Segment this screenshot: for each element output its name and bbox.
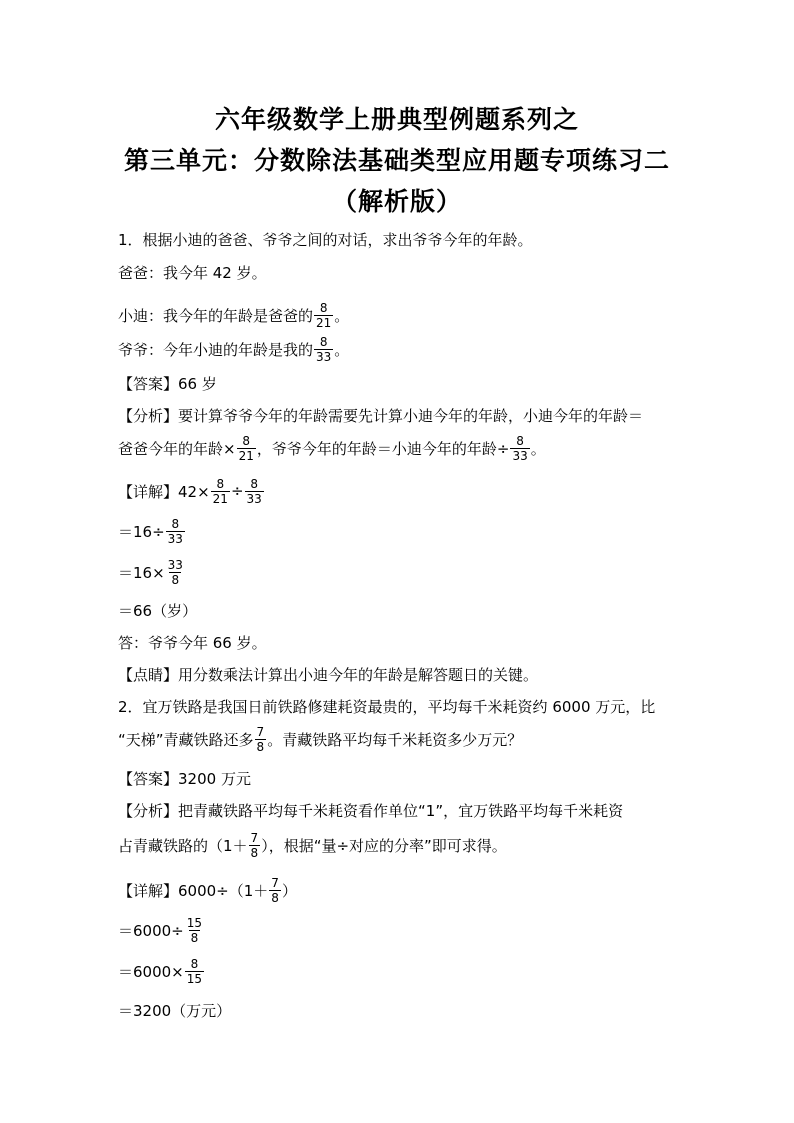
q1-answer: 【答案】66 岁 [118,375,217,393]
q2-stem-line-2 [118,722,522,756]
q2-analysis-text-a: 占青藏铁路的（1＋ [118,836,248,855]
q1-step-1 [118,516,186,546]
fraction [166,558,185,587]
q1-step-1-text: ＝16÷ [118,522,165,541]
q2-step-1 [118,913,205,947]
fraction-numerator: 7 [271,875,279,890]
fraction [510,434,529,463]
q2-step-1-text: ＝6000÷ [118,921,184,940]
q1-analysis-line-2 [118,433,546,463]
fraction [314,301,333,330]
q2-detail-text-b: ） [281,881,297,900]
q1-dad-line: 爸爸：我今年 42 岁。 [118,264,267,282]
fraction-denominator: 8 [271,890,279,905]
fraction [245,477,264,506]
fraction [237,434,256,463]
fraction-denominator: 8 [250,845,259,860]
q1-analysis-text-b: ，爷爷今年的年龄＝小迪今年的年龄÷ [256,439,510,458]
fraction [185,957,204,986]
q1-detail-text-b: ÷ [230,482,244,500]
q1-analysis-text-c: 。 [530,439,546,458]
fraction-denominator: 8 [256,739,265,754]
q1-tip: 【点睛】用分数乘法计算出小迪今年的年龄是解答题日的关键。 [118,666,539,684]
fraction [249,831,261,860]
q2-answer: 【答案】3200 万元 [118,770,251,788]
fraction-numerator: 8 [242,433,251,448]
fraction-numerator: 8 [516,433,524,448]
q2-stem-text-a: “天梯”青藏铁路还多 [118,730,254,749]
q1-stem: 1．根据小迪的爸爸、爷爷之间的对话，求出爷爷今年的年龄。 [118,231,533,249]
fraction-numerator: 8 [190,956,199,971]
q1-xiaodi-line [118,300,349,330]
fraction-denominator: 21 [316,315,332,330]
fraction-denominator: 33 [167,531,183,546]
fraction-numerator: 8 [216,476,225,491]
q1-grandpa-text: 爷爷：今年小迪的年龄是我的 [118,340,314,359]
title-line-3: （解析版） [331,187,462,216]
fraction-denominator: 33 [316,349,332,364]
q1-step-3: ＝66（岁） [118,602,198,620]
fraction-numerator: 15 [186,915,203,930]
q2-stem-text-b: 。青藏铁路平均每千米耗资多少万元？ [267,730,523,749]
fraction-denominator: 33 [246,491,262,506]
fraction-numerator: 7 [256,724,265,739]
fraction-denominator: 33 [512,448,528,463]
q1-detail-line [118,476,265,506]
fraction-numerator: 8 [319,334,328,349]
fraction-numerator: 7 [250,830,259,845]
q2-detail-line [118,873,297,907]
fraction-numerator: 8 [250,476,258,491]
q1-grandpa-line [118,334,349,364]
q1-reply: 答：爷爷今年 66 岁。 [118,634,267,652]
fraction-denominator: 21 [238,448,254,463]
q2-step-2-text: ＝6000× [118,962,184,981]
fraction-numerator: 33 [167,557,183,572]
title-line-1: 六年级数学上册典型例题系列之 [214,105,579,134]
fraction [185,916,204,945]
q2-analysis-line-2 [118,828,507,862]
fraction-numerator: 8 [171,516,180,531]
fraction [269,876,281,905]
fraction [211,477,230,506]
fraction [255,725,267,754]
q1-xiaodi-end: 。 [334,306,350,325]
q1-grandpa-end: 。 [334,340,350,359]
fraction-numerator: 8 [319,300,328,315]
fraction-denominator: 8 [190,930,199,945]
q1-step-2 [118,557,186,587]
fraction-denominator: 21 [212,491,228,506]
fraction [166,517,185,546]
fraction-denominator: 15 [186,971,203,986]
q1-analysis-line-1: 【分析】要计算爷爷今年的年龄需要先计算小迪今年的年龄，小迪今年的年龄＝ [118,407,644,425]
title-line-2: 第三单元：分数除法基础类型应用题专项练习二 [123,146,670,175]
q2-stem-line-1: 2．宜万铁路是我国日前铁路修建耗资最贵的，平均每千米耗资约 6000 万元，比 [118,698,656,716]
q1-xiaodi-text: 小迪：我今年的年龄是爸爸的 [118,306,314,325]
q2-detail-text-a: 【详解】6000÷（1＋ [118,881,269,900]
q1-detail-text-a: 【详解】42× [118,482,210,501]
q2-step-3: ＝3200（万元） [118,1002,232,1020]
q1-step-2-text: ＝16× [118,563,165,582]
fraction-denominator: 8 [171,572,180,587]
q2-analysis-line-1: 【分析】把青藏铁路平均每千米耗资看作单位“1”，宜万铁路平均每千米耗资 [118,802,624,820]
q1-analysis-text-a: 爸爸今年的年龄× [118,439,236,458]
q2-step-2 [118,954,205,988]
fraction [314,335,333,364]
q2-analysis-text-b: ），根据“量÷对应的分率”即可求得。 [261,836,507,855]
